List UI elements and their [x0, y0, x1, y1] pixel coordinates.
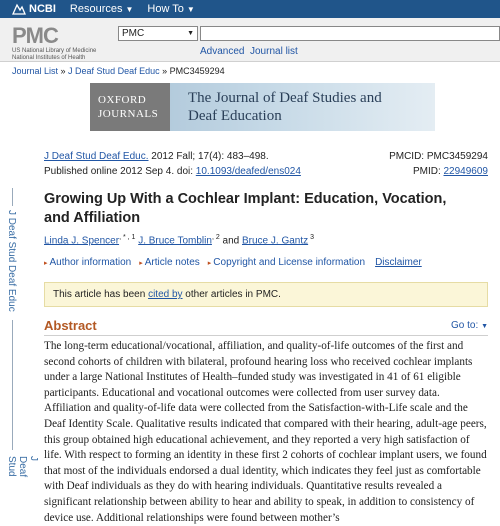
cited-by-link[interactable]: cited by — [148, 289, 183, 300]
oxford-line: OXFORD — [98, 94, 147, 106]
breadcrumb-separator: » — [58, 66, 69, 76]
caret-down-icon: ▼ — [186, 4, 195, 14]
author-information-label: Author information — [49, 257, 132, 268]
author-link[interactable]: Bruce J. Gantz — [241, 235, 309, 247]
author-affiliation: , * , 1 — [119, 234, 136, 241]
breadcrumb-separator: » — [159, 66, 170, 76]
breadcrumb-journal-list[interactable]: Journal List — [12, 66, 59, 76]
resources-menu-label: Resources — [69, 3, 123, 15]
side-journal-text-2: J Deaf Stud — [6, 456, 39, 478]
triangle-right-icon: ▸ — [139, 260, 143, 267]
goto-label: Go to: — [451, 320, 479, 331]
disclaimer-link[interactable]: Disclaimer — [375, 257, 422, 268]
abstract-divider — [44, 335, 488, 336]
pmc-header — [0, 18, 500, 62]
caret-down-icon: ▼ — [481, 323, 488, 330]
doi-link[interactable]: 10.1093/deafed/ens024 — [195, 166, 301, 177]
article-title: Growing Up With a Cochlear Implant: Education, Vocation, and Affiliation — [44, 191, 447, 226]
journal-list-link[interactable]: Journal list — [250, 46, 298, 57]
search-input[interactable] — [200, 26, 500, 41]
breadcrumb-current: PMC3459294 — [169, 66, 225, 76]
journal-banner[interactable] — [90, 83, 435, 131]
pmid-line — [413, 166, 488, 177]
article-notes-toggle[interactable] — [139, 257, 200, 268]
howto-menu[interactable] — [147, 3, 194, 15]
caret-down-icon: ▼ — [125, 4, 134, 14]
abstract-text: The long-term educational/vocational, affiliation, and quality-of-life outcomes of the first and second cohorts of children with bilateral, profound hearing loss who received cochlear implants under a large National Institutes of Health–funded study was investigated in 41 of 61 eligible participants. Educational and vocational outcomes were collected from user survey data. Affiliation and quality-of-life data were collected from the Satisfaction-with-Life scale and the Deaf Identity Scale. Qualitative results indicated that compared with their hearing, adult-age peers, this group obtained high educational achievement, and they reported a very high satisfaction of life. With respect to forming an identity in these first 2 cohorts of cochlear implant users, we found that most of the individuals endorsed a dual identity, which indicates they feel just as comfortable with Deaf individuals as they do with hearing individuals. Quantitative results revealed a significant relationship between ability to hear and ability to speak, in addition to consistency of device use. Additional relationships were found between mother’s — [44, 340, 487, 524]
side-rule — [12, 188, 13, 206]
ncbi-top-bar — [0, 0, 500, 18]
goto-menu[interactable] — [451, 320, 488, 331]
breadcrumb-journal[interactable]: J Deaf Stud Deaf Educ — [68, 66, 160, 76]
article-info-links — [44, 257, 422, 268]
howto-menu-label: How To — [147, 3, 184, 15]
ncbi-logo-text: NCBI — [29, 3, 56, 15]
triangle-right-icon: ▸ — [207, 260, 212, 267]
author-information-toggle[interactable] — [44, 257, 131, 268]
pmid-link[interactable]: 22949609 — [443, 166, 488, 177]
select-arrow-icon: ▼ — [187, 30, 194, 37]
nlm-line: US National Library of Medicine — [12, 48, 97, 54]
journal-banner-title-line2: Deaf Education — [188, 108, 282, 124]
author-link[interactable]: Linda J. Spencer — [44, 235, 120, 247]
cited-prefix: This article has been — [53, 289, 149, 300]
side-journal-label[interactable] — [6, 188, 39, 478]
ncbi-logo[interactable] — [12, 3, 56, 15]
nih-line: National Institutes of Health — [12, 55, 86, 61]
nlm-org-text — [12, 48, 96, 62]
citation-details: 2012 Fall; 17(4): 483–498. — [148, 151, 269, 162]
article-notes-label: Article notes — [144, 257, 200, 268]
abstract-heading: Abstract — [44, 318, 97, 333]
journals-line: JOURNALS — [98, 108, 159, 120]
author-and: and — [219, 235, 242, 247]
database-select[interactable] — [118, 26, 198, 41]
copyright-toggle[interactable] — [208, 257, 365, 268]
pmid-prefix: PMID: — [412, 166, 444, 177]
side-rule — [12, 320, 13, 450]
journal-banner-title-line1: The Journal of Deaf Studies and — [188, 90, 382, 106]
triangle-right-icon: ▸ — [44, 260, 48, 267]
pmc-logo[interactable]: PMC — [12, 23, 58, 48]
cited-suffix: other articles in PMC. — [182, 289, 281, 300]
author-link[interactable]: J. Bruce Tomblin — [138, 235, 212, 247]
side-journal-text: J Deaf Stud Deaf Educ — [6, 210, 17, 312]
author-affiliation: , 2 — [211, 234, 220, 241]
copyright-label: Copyright and License information — [213, 257, 366, 268]
breadcrumb — [12, 66, 225, 76]
published-prefix: Published online 2012 Sep 4. doi: — [44, 166, 196, 177]
published-line — [44, 166, 301, 177]
database-select-value: PMC — [122, 28, 145, 39]
ncbi-logo-icon — [12, 3, 26, 15]
cited-by-notice — [44, 282, 488, 307]
author-affiliation: 3 — [308, 234, 314, 241]
pmcid-label: PMCID: PMC3459294 — [389, 151, 488, 162]
journal-link[interactable]: J Deaf Stud Deaf Educ. — [44, 151, 149, 162]
oxford-journals-logo — [90, 83, 170, 131]
journal-banner-title — [188, 89, 382, 125]
advanced-search-link[interactable]: Advanced — [200, 46, 245, 57]
author-list — [44, 234, 314, 246]
citation-line — [44, 151, 269, 162]
resources-menu[interactable] — [70, 3, 134, 15]
